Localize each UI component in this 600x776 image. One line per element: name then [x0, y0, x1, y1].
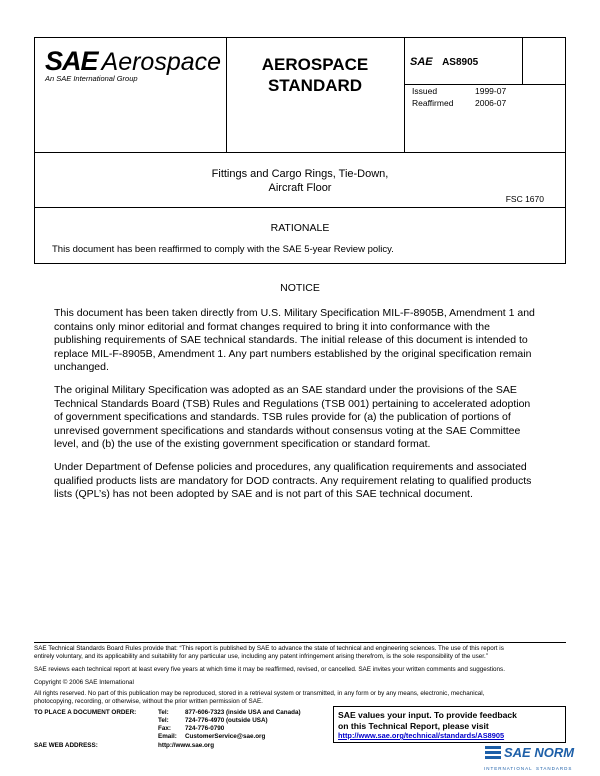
- footer-rights-line: photocopying, recording, or otherwise, without the prior written permission of SAE.: [34, 698, 263, 705]
- footer-tsb-line: SAE Technical Standards Board Rules provide that: “This report is published by SAE to advance the state of technical and engineering sciences. The use of this report is: [34, 645, 504, 652]
- notice-p1-line: unchanged.: [54, 361, 109, 373]
- reaffirmed-label: Reaffirmed: [412, 98, 454, 108]
- notice-p3-line: lists (QPL’s) has not been adopted by SAE and is not part of this SAE technical document.: [54, 488, 473, 500]
- tel2-label: Tel:: [158, 717, 169, 724]
- header-divider-4: [404, 84, 566, 85]
- header-divider-3: [522, 37, 523, 84]
- feedback-line1: SAE values your input. To provide feedback: [338, 710, 517, 720]
- standard-type: [226, 54, 404, 96]
- standard-type-line1: AEROSPACE: [261, 55, 369, 74]
- norm-sub-left: INTERNATIONAL: [484, 766, 533, 771]
- notice-p3-line: Under Department of Defense policies and procedures, any qualification requirements and associated: [54, 461, 527, 473]
- email-label: Email:: [158, 733, 177, 740]
- footer-review-text: SAE reviews each technical report at least every five years at which time it may be reaffirmed, revised, or cancelled. SAE invites your written comments and suggestions.: [34, 666, 505, 673]
- issued-label: Issued: [412, 86, 438, 96]
- notice-paragraph-1: [54, 307, 535, 375]
- feedback-line2: on this Technical Report, please visit: [338, 720, 489, 731]
- tel-label: Tel:: [158, 709, 169, 716]
- footer-rights-text: [34, 690, 566, 706]
- norm-sub-right: STANDARDS: [536, 766, 573, 771]
- fax-value[interactable]: 724-776-0790: [185, 725, 225, 732]
- logo-product: Aerospace: [101, 48, 222, 76]
- sae-norm-logo: [484, 744, 575, 774]
- notice-p2-line: Technical Standards Board (TSB) Rules and Regulations (TSB 001) pertaining to accelerated adoption: [54, 397, 531, 410]
- footer-tsb-line: entirely voluntary, and its applicability and suitability for any particular use, including any patent infringement arising therefrom, is the sole responsibility of the user.”: [34, 653, 488, 660]
- fsc-code: FSC 1670: [505, 194, 544, 204]
- footer-divider: [34, 642, 566, 643]
- document-title-line2: Aircraft Floor: [268, 182, 332, 194]
- notice-p2-line: of government specifications and standards. TSB rules provide for (a) the publication of portions of: [54, 411, 511, 423]
- notice-p2-line: The original Military Specification was adopted as an SAE standard under the provisions of the SAE: [54, 384, 517, 396]
- norm-logo-text: SAE NORM: [504, 745, 575, 760]
- tel-value[interactable]: 877-606-7323 (inside USA and Canada): [185, 709, 301, 716]
- issued-value: 1999-07: [475, 86, 507, 96]
- notice-paragraph-2: [54, 384, 530, 452]
- footer-tsb-text: [34, 645, 566, 661]
- header-divider-2: [404, 37, 405, 153]
- web-label: SAE WEB ADDRESS:: [34, 742, 98, 749]
- rationale-heading: RATIONALE: [270, 222, 330, 234]
- order-label: TO PLACE A DOCUMENT ORDER:: [34, 709, 137, 716]
- feedback-box: [333, 706, 566, 743]
- logo-brand: SAE: [45, 46, 98, 76]
- notice-p3-line: qualified products lists are mandatory for DOD contracts. Any requirement relating to qualified products: [54, 474, 532, 487]
- notice-paragraph-3: [54, 461, 531, 502]
- sae-aerospace-logo: [45, 48, 221, 75]
- notice-p1-line: contains only minor editorial and format changes required to bring it into conformance with the: [54, 320, 490, 333]
- document-number: AS8905: [442, 57, 479, 68]
- notice-heading: NOTICE: [280, 282, 320, 294]
- document-title: [34, 167, 566, 195]
- footer-copyright: Copyright © 2006 SAE International: [34, 679, 134, 686]
- notice-p1-line: This document has been taken directly from U.S. Military Specification MIL-F-8905B, Amendment 1 and: [54, 307, 535, 319]
- rationale-frame: [34, 207, 566, 264]
- reaffirmed-value: 2006-07: [475, 98, 507, 108]
- document-number-block: [410, 52, 478, 70]
- tel2-value[interactable]: 724-776-4970 (outside USA): [185, 717, 268, 724]
- notice-p1-line: replace MIL-F-8905B, Amendment 1. Any part numbers established by the original specification remain: [54, 347, 532, 360]
- feedback-link[interactable]: http://www.sae.org/technical/standards/AS8905: [338, 731, 505, 740]
- standard-type-line2: STANDARD: [267, 76, 363, 95]
- document-title-line1: Fittings and Cargo Rings, Tie-Down,: [211, 168, 389, 180]
- notice-p2-line: level, and (b) the use of the existing government specification or standard format.: [54, 438, 431, 450]
- footer-rights-line: All rights reserved. No part of this publication may be reproduced, stored in a retrieval system or transmitted, in any form or by any means, electronic, mechanical,: [34, 690, 485, 697]
- small-sae-logo: SAE: [410, 56, 433, 68]
- rationale-text: This document has been reaffirmed to comply with the SAE 5-year Review policy.: [52, 244, 394, 255]
- email-value[interactable]: CustomerService@sae.org: [185, 733, 266, 740]
- fax-label: Fax:: [158, 725, 171, 732]
- norm-emblem-icon: [484, 744, 502, 762]
- web-value[interactable]: http://www.sae.org: [158, 742, 215, 749]
- logo-tagline: An SAE International Group: [45, 74, 138, 83]
- notice-p1-line: publishing requirements of SAE technical standards. The initial release of this document is intended to: [54, 334, 528, 346]
- notice-p2-line: unrevised government specifications and standards without consensus voting at the SAE Committee: [54, 424, 521, 437]
